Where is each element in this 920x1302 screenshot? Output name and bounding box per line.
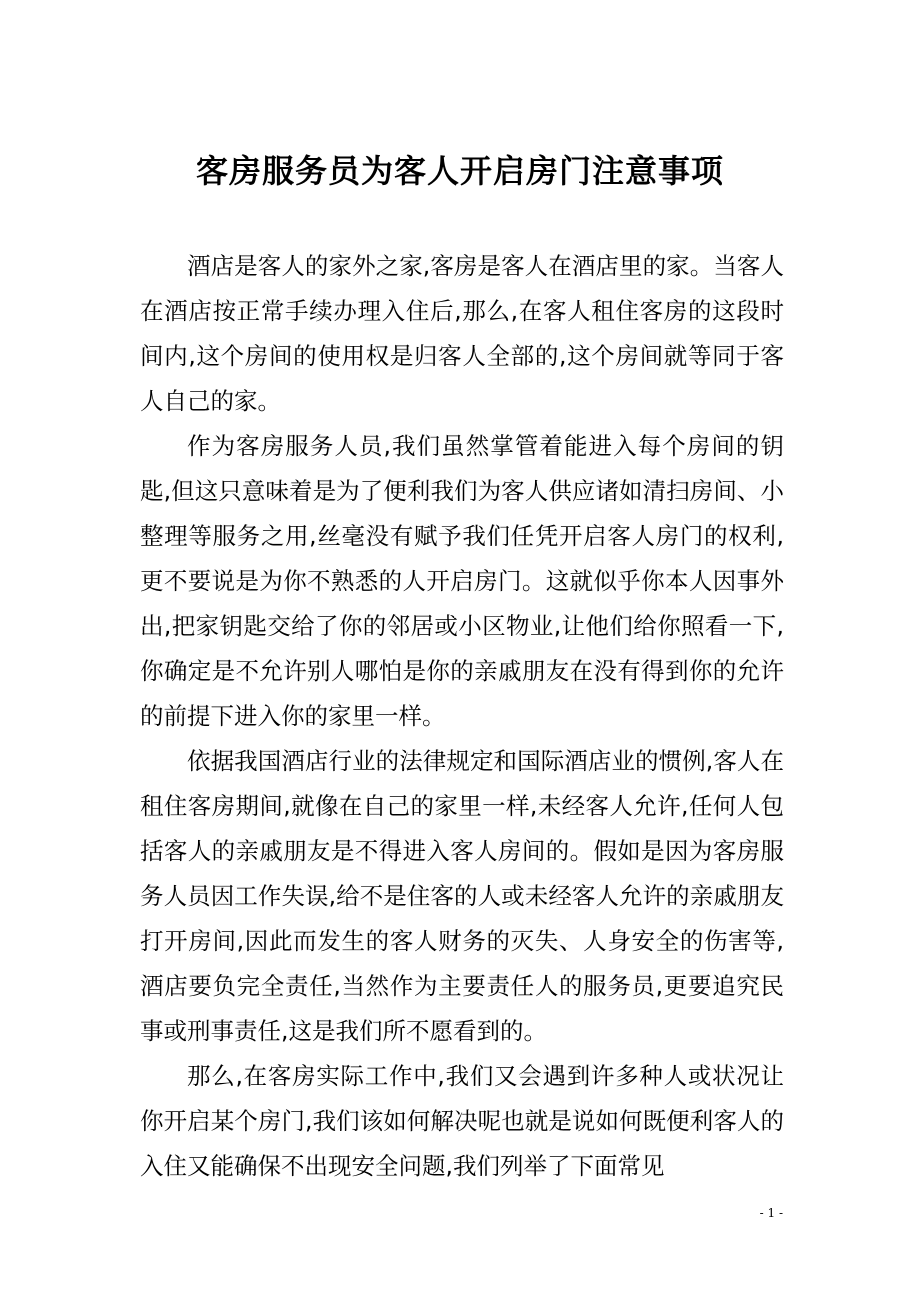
paragraph-1: 酒店是客人的家外之家,客房是客人在酒店里的家。当客人在酒店按正常手续办理入住后,那么,在客人租住客房的这段时间内,这个房间的使用权是归客人全部的,这个房间就等同于客人自己的家。 xyxy=(140,252,784,415)
paragraph-3: 依据我国酒店行业的法律规定和国际酒店业的惯例,客人在租住客房期间,就像在自己的家里一样,未经客人允许,任何人包括客人的亲戚朋友是不得进入客人房间的。假如是因为客房服务人员因工作失误,给不是住客的人或未经客人允许的亲戚朋友打开房间,因此而发生的客人财务的灭失、人身安全的伤害等,酒店要负完全责任,当然作为主要责任人的服务员,更要追究民事或刑事责任,这是我们所不愿看到的。 xyxy=(140,747,784,1045)
paragraph-2: 作为客房服务人员,我们虽然掌管着能进入每个房间的钥匙,但这只意味着是为了便利我们为客人供应诸如清扫房间、小整理等服务之用,丝毫没有赋予我们任凭开启客人房门的权利,更不要说是为你不熟悉的人开启房门。这就似乎你本人因事外出,把家钥匙交给了你的邻居或小区物业,让他们给你照看一下,你确定是不允许别人哪怕是你的亲戚朋友在没有得到你的允许的前提下进入你的家里一样。 xyxy=(140,432,784,730)
document-title: 客房服务员为客人开启房门注意事项 xyxy=(195,152,724,191)
page-number: - 1 - xyxy=(759,1206,783,1220)
document-body xyxy=(140,244,784,1189)
paragraph-4: 那么,在客房实际工作中,我们又会遇到许多种人或状况让你开启某个房门,我们该如何解决呢也就是说如何既便利客人的入住又能确保不出现安全问题,我们列举了下面常见 xyxy=(140,1062,784,1180)
